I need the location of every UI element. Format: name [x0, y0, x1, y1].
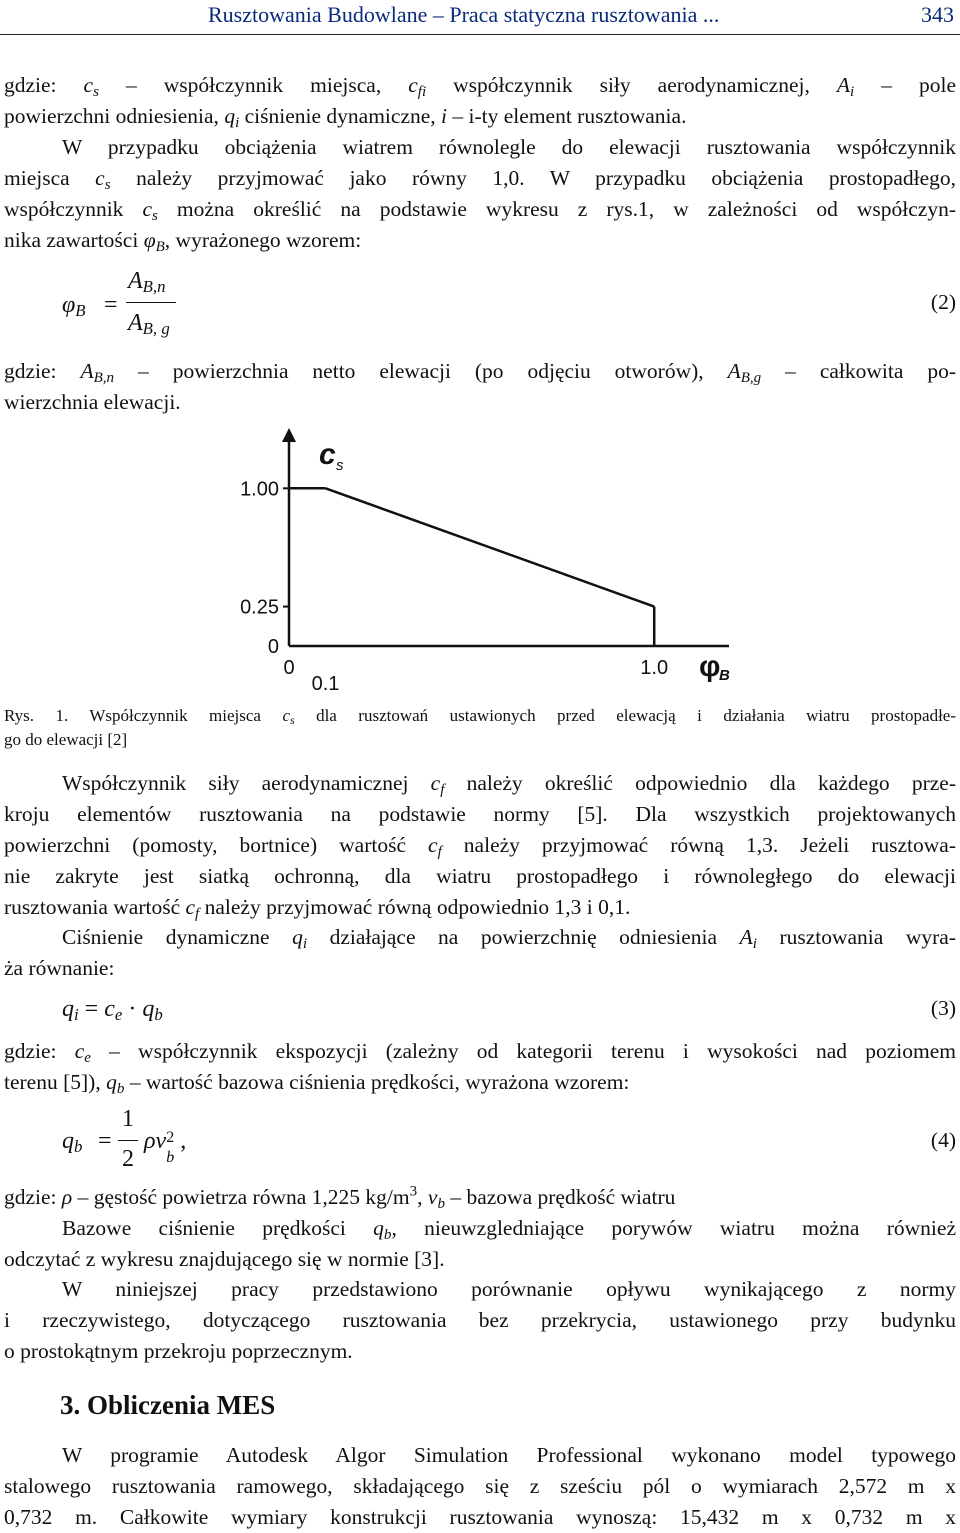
text-line: powierzchni (pomosty, bortnice) wartość $c_f$ należy przyjmować równą 1,3. Jeżeli rusztowa- [4, 833, 956, 860]
eq4-equals: = [98, 1128, 112, 1154]
text-line: ża równanie: [4, 956, 115, 980]
text-line: wierzchnia elewacji. [4, 390, 181, 414]
running-header-title: Rusztowania Budowlane – Praca statyczna rusztowania ... [208, 2, 720, 27]
y-tick-label: 0.25 [240, 596, 279, 619]
text-line: Rys. 1. Współczynnik miejsca $c_s$ dla rusztowań ustawionych przed elewacją i działania wiatru prostopadłe- [4, 706, 957, 727]
eq2-numerator: $A_{B,n}$ [128, 268, 166, 297]
eq2-fraction-bar [126, 302, 176, 303]
eq4-numerator: 1 [122, 1106, 134, 1132]
eq3-expression: $q_i = c_e \cdot q_b$ [62, 996, 163, 1025]
y-axis-label: c [319, 438, 336, 471]
cs-vs-phi-chart [225, 424, 745, 696]
text-line: o prostokątnym przekroju poprzecznym. [4, 1339, 353, 1363]
text-line: kroju elementów rusztowania na podstawie normy [5]. Dla wszystkich projektowanych [4, 802, 956, 826]
figure-caption [4, 704, 956, 752]
eq2-lhs: $\varphi_B$ [62, 292, 86, 321]
text-line: Bazowe ciśnienie prędkości $q_b$, nieuwzgledniające porywów wiatru można również [62, 1216, 956, 1243]
y-tick-label: 1.00 [240, 478, 279, 501]
text-line: odczytać z wykresu znajdującego się w normie [3]. [4, 1247, 445, 1271]
x-axis-label: φ [699, 650, 721, 683]
y-tick-label: 0 [267, 636, 279, 658]
x-axis-label-sub: B [719, 667, 730, 684]
paragraph-comparison [4, 1274, 956, 1367]
text-line: gdzie: $c_s$ – współczynnik miejsca, $c_{fi}$ współczynnik siły aerodynamicznej, $A_i$ – pole [4, 73, 957, 100]
paragraph-dynamic-pressure [4, 922, 956, 984]
eq4-denominator: 2 [122, 1146, 134, 1172]
section-heading: 3. Obliczenia MES [60, 1390, 276, 1420]
paragraph-definitions [4, 70, 956, 132]
text-line: powierzchni odniesienia, $q_i$ ciśnienie dynamiczne, i – i-ty element rusztowania. [4, 104, 687, 131]
eq4-fraction-bar [118, 1140, 138, 1141]
text-line: stalowego rusztowania ramowego, składającego się z sześciu pól o wymiarach 2,572 m x [4, 1474, 956, 1498]
text-line: go do elewacji [2] [4, 730, 128, 749]
text-line: nie zakryte jest siatką ochronną, dla wiatru prostopadłego i równoległego do elewacji [4, 864, 956, 888]
text-line: W programie Autodesk Algor Simulation Professional wykonano model typowego [62, 1443, 956, 1467]
text-line: gdzie: ρ – gęstość powietrza równa 1,225 $kg/m^3$, $v_b$ – bazowa prędkość wiatru [4, 1183, 676, 1212]
paragraph-fem-model [4, 1440, 956, 1533]
paragraph-base-pressure [4, 1213, 956, 1275]
paragraph-air-density [4, 1182, 956, 1213]
eq2-equals: = [104, 292, 118, 318]
paragraph-area-definitions [4, 356, 956, 418]
text-line: Ciśnienie dynamiczne $q_i$ działające na powierzchnię odniesienia $A_i$ rusztowania wyra- [62, 925, 956, 952]
text-line: terenu [5]), $q_b$ – wartość bazowa ciśnienia prędkości, wyrażona wzorem: [4, 1070, 630, 1097]
eq3-number: (3) [930, 996, 956, 1020]
eq2-number: (2) [930, 290, 956, 314]
text-line: miejsca $c_s$ należy przyjmować jako równy 1,0. W przypadku obciążenia prostopadłego, [4, 166, 956, 193]
paragraph-exposure [4, 1036, 956, 1098]
text-line: gdzie: $A_{B,n}$ – powierzchnia netto elewacji (po odjęciu otworów), $A_{B,g}$ – całkowita po- [4, 359, 956, 386]
text-line: gdzie: $c_e$ – współczynnik ekspozycji (zależny od kategorii terenu i wysokości nad poziomem [4, 1039, 956, 1066]
x-tick-label: 0 [283, 657, 295, 679]
page-number: 343 [921, 2, 954, 27]
text-line: i rzeczywistego, dotyczącego rusztowania bez przekrycia, ustawionego przy budynku [4, 1308, 956, 1332]
text-line: nika zawartości $\varphi_B$, wyrażonego wzorem: [4, 228, 362, 255]
x-tick-label: 1.0 [640, 657, 669, 679]
eq4-rhs: ρv 2 b , [144, 1128, 187, 1166]
text-line: W niniejszej pracy przedstawiono porównanie opływu wynikającego z normy [62, 1277, 956, 1301]
text-line: współczynnik $c_s$ można określić na podstawie wykresu z rys.1, w zależności od współczyn- [4, 197, 956, 224]
text-line: 0,732 m. Całkowite wymiary konstrukcji rusztowania wynoszą: 15,432 m x 0,732 m x [4, 1505, 956, 1529]
y-axis-arrow [282, 428, 296, 442]
x-tick-label: 0.1 [311, 673, 340, 695]
paragraph-aerodynamic-force [4, 768, 956, 923]
text-line: Współczynnik siły aerodynamicznej $c_f$ należy określić odpowiednio dla każdego prze- [62, 771, 956, 798]
text-line: rusztowania wartość $c_f$ należy przyjmować równą odpowiednio 1,3 i 0,1. [4, 895, 631, 922]
eq4-number: (4) [930, 1128, 956, 1152]
text-line: W przypadku obciążenia wiatrem równolegle do elewacji rusztowania współczynnik [62, 135, 956, 159]
running-header [0, 0, 960, 35]
y-axis-label-sub: s [336, 457, 344, 474]
eq2-denominator: $A_{B, g}$ [128, 310, 170, 339]
paragraph-wind-load [4, 132, 956, 256]
cs-series-line [326, 488, 655, 606]
eq4-lhs: $q_b$ [62, 1128, 83, 1157]
